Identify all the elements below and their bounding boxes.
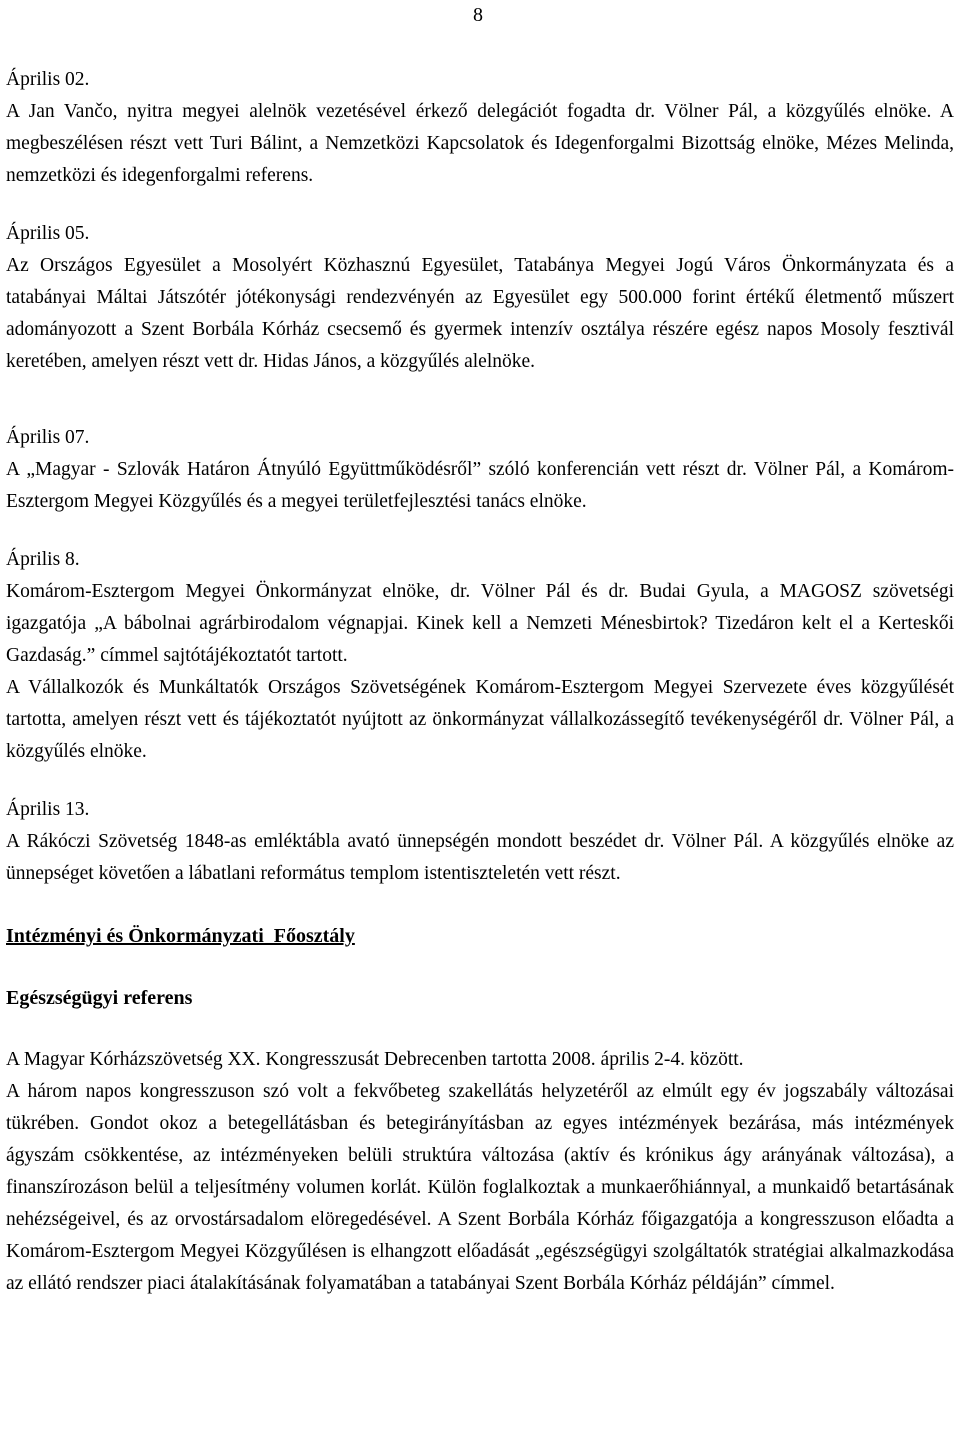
entry-text: A „Magyar - Szlovák Határon Átnyúló Együttműködésről” szóló konferencián vett részt dr. Völner Pál, a Komárom-Esztergom Megyei Közgyűlés és a megyei területfejlesztési tanács elnöke.: [6, 459, 954, 512]
subsection-paragraph: A Magyar Kórházszövetség XX. Kongresszusát Debrecenben tartotta 2008. április 2-4. között.: [6, 1049, 744, 1070]
entry-date: Április 8.: [6, 549, 80, 570]
entry-date: Április 07.: [6, 427, 90, 448]
page-number: 8: [473, 4, 483, 26]
entry-text: Az Országos Egyesület a Mosolyért Közhasznú Egyesület, Tatabánya Megyei Jogú Város Önkormányzata és a tatabányai Máltai Játszótér jótékonysági rendezvényén az Egyesület egy 500.000 forint értékű életmentő műszert adományozott a Szent Borbála Kórház csecsemő és gyermek intenzív osztálya részére egész napos Mosoly fesztivál keretében, amelyen részt vett dr. Hidas János, a közgyűlés alelnöke.: [6, 255, 954, 372]
entry-date: Április 05.: [6, 223, 90, 244]
subsection-paragraph: A három napos kongresszuson szó volt a fekvőbeteg szakellátás helyzetéről az elmúlt egy év jogszabály változásai tükrében. Gondot okoz a betegellátásban és betegirányításban az egyes intézmények bezárása, más intézmények ágyszám csökkentése, az intézményeken belüli struktúra változása (aktív és krónikus ágy arányának változása), a finanszírozáson belül a teljesítmény volumen korlát. Külön foglalkoztak a munkaerőhiánnyal, a munkaidő betartásának nehézségeivel, és az orvostársadalom elöregedésével. A Szent Borbála Kórház főigazgatója a kongresszuson előadta a Komárom-Esztergom Megyei Közgyűlésen is elhangzott előadását „egészségügyi szolgáltatók stratégiai alkalmazkodása az ellátó rendszer piaci átalakításának folyamatában a tatabányai Szent Borbála Kórház példáján” címmel.: [6, 1081, 954, 1294]
section-heading: Intézményi és Önkormányzati Főosztály: [6, 925, 355, 947]
entry-date: Április 13.: [6, 799, 90, 820]
subsection-heading: Egészségügyi referens: [6, 987, 193, 1009]
entry-text: A Vállalkozók és Munkáltatók Országos Szövetségének Komárom-Esztergom Megyei Szervezete éves közgyűlését tartotta, amelyen részt vett és tájékoztatót nyújtott az önkormányzat vállalkozássegítő tevékenységéről dr. Völner Pál, a közgyűlés elnöke.: [6, 677, 954, 762]
document-body: [6, 64, 954, 1300]
entry-text: A Jan Vančo, nyitra megyei alelnök vezetésével érkező delegációt fogadta dr. Völner Pál, a közgyűlés elnöke. A megbeszélésen részt vett Turi Bálint, a Nemzetközi Kapcsolatok és Idegenforgalmi Bizottság elnöke, Mézes Melinda, nemzetközi és idegenforgalmi referens.: [6, 101, 954, 186]
entry-text: Komárom-Esztergom Megyei Önkormányzat elnöke, dr. Völner Pál és dr. Budai Gyula, a MAGOSZ szövetségi igazgatója „A bábolnai agrárbirodalom végnapjai. Kinek kell a Nemzeti Ménesbirtok? Tizedáron kelt el a Kerteskői Gazdaság.” címmel sajtótájékoztatót tartott.: [6, 581, 954, 666]
entry-date: Április 02.: [6, 69, 90, 90]
entry-text: A Rákóczi Szövetség 1848-as emléktábla avató ünnepségén mondott beszédet dr. Völner Pál. A közgyűlés elnöke az ünnepséget követően a lábatlani református templom istentiszteletén vett részt.: [6, 831, 954, 884]
